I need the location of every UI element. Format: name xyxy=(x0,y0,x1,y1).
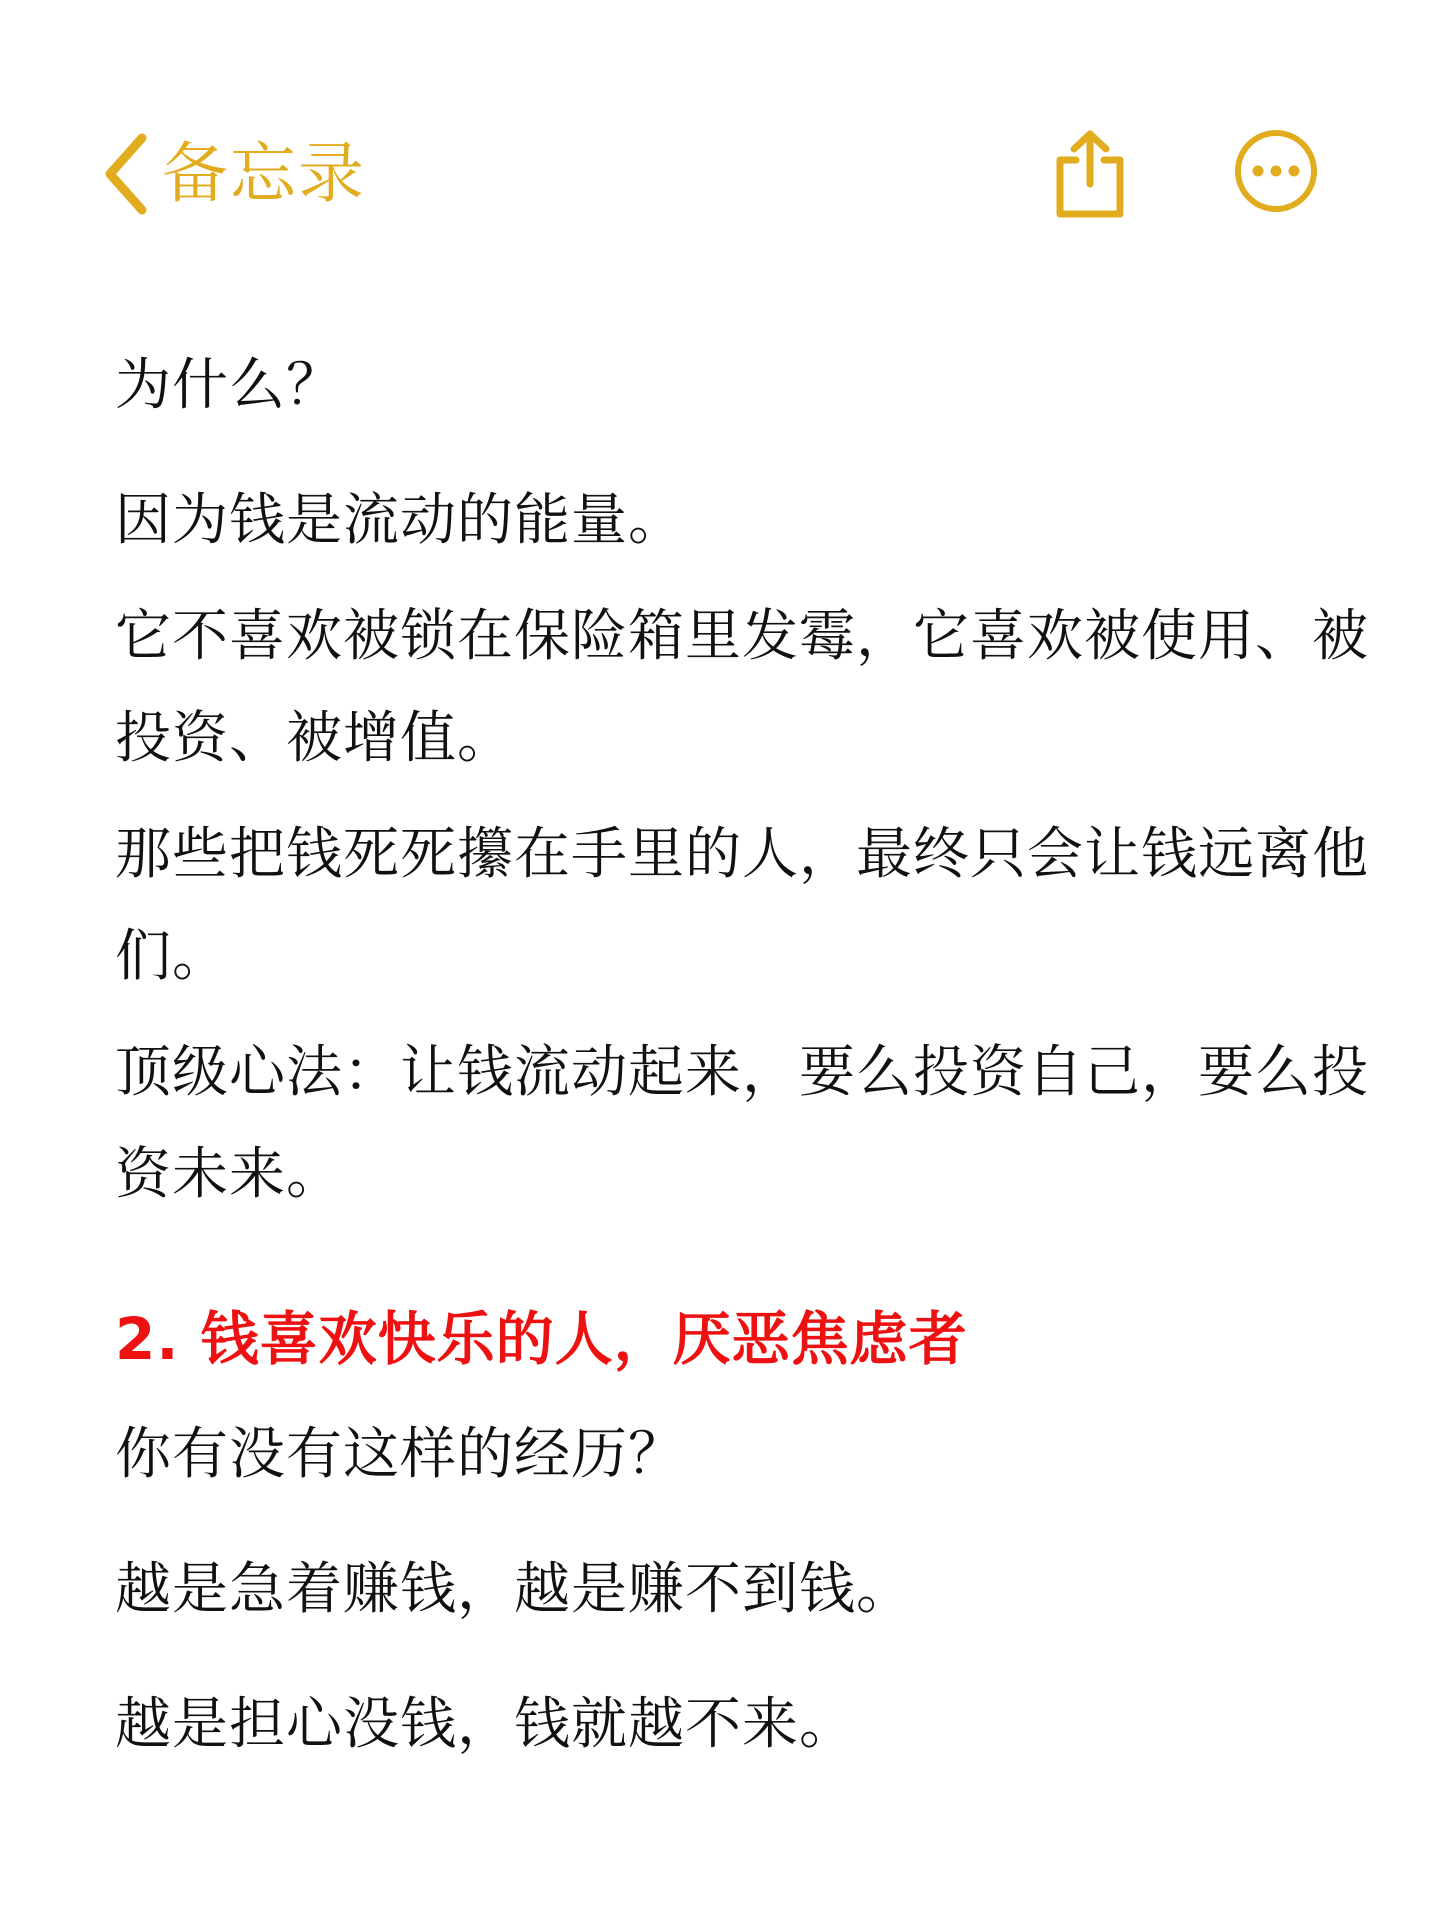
paragraph-top-method: 顶级心法：让钱流动起来，要么投资自己，要么投资未来。 xyxy=(115,1040,1369,1207)
ellipsis-circle-icon[interactable] xyxy=(1233,128,1319,214)
paragraph-circulation: 它不喜欢被锁在保险箱里发霉，它喜欢被使用、被投资、被增值。 xyxy=(115,604,1369,771)
paragraph-energy: 因为钱是流动的能量。 xyxy=(115,488,685,553)
back-button[interactable] xyxy=(100,126,366,222)
navigation-bar xyxy=(0,0,1440,260)
paragraph-worry: 越是担心没钱，钱就越不来。 xyxy=(115,1692,856,1757)
back-button-label: 备忘录 xyxy=(162,135,366,212)
chevron-left-icon xyxy=(100,132,152,216)
paragraph-hoarding: 那些把钱死死攥在手里的人，最终只会让钱远离他们。 xyxy=(115,822,1369,989)
share-icon[interactable] xyxy=(1050,128,1130,220)
note-body[interactable] xyxy=(115,335,1375,1776)
paragraph-rush: 越是急着赚钱，越是赚不到钱。 xyxy=(115,1557,913,1622)
paragraph-experience: 你有没有这样的经历？ xyxy=(115,1422,685,1487)
section-heading: 2. 钱喜欢快乐的人，厌恶焦虑者 xyxy=(115,1305,968,1373)
paragraph-why: 为什么？ xyxy=(115,353,343,418)
